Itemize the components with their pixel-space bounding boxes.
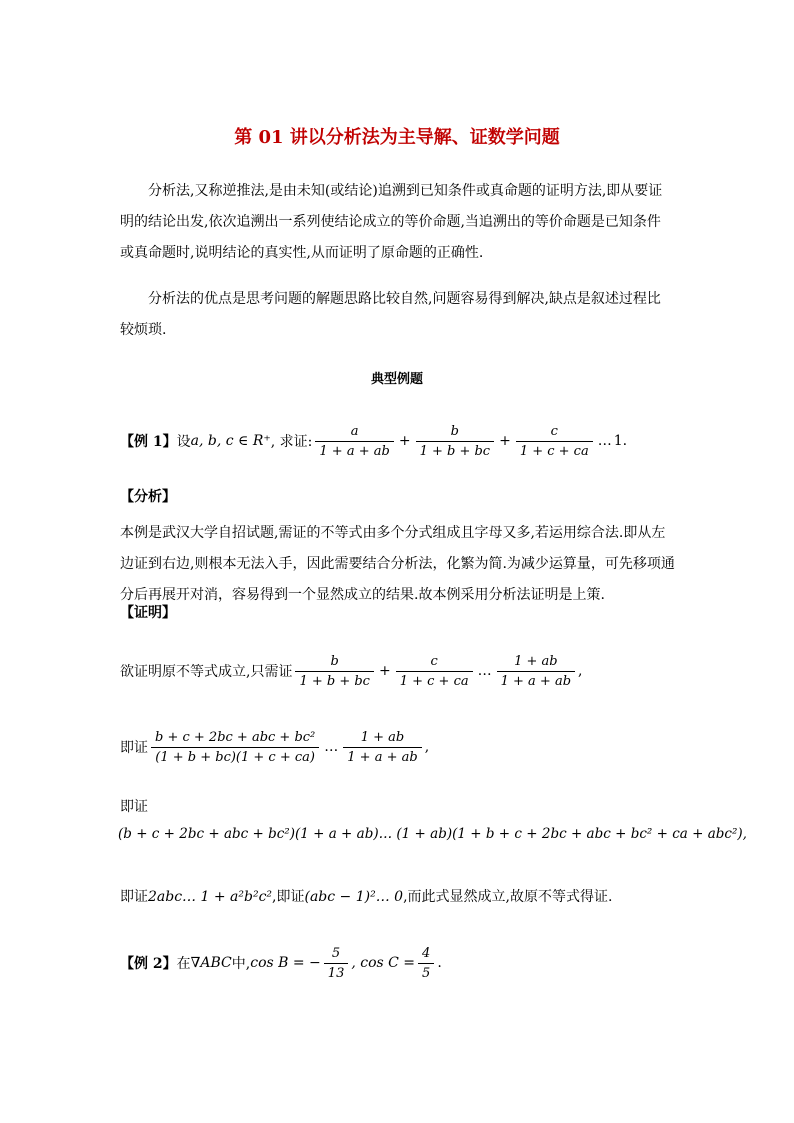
example-1: 【例 1】 设 a, b, c ∈ R⁺ , 求证: $\frac{a}{1 + a + ab}$ + $\frac{b}{1 + b + bc}$ + $\frac{c}{1 + c + ca}$ … 1. (120, 423, 628, 459)
fraction: $\frac{1 + ab}{1 + a + ab}$ (497, 654, 575, 689)
fraction: $\frac{b}{1 + b + bc}$ (416, 424, 495, 459)
fraction: $\frac{1 + ab}{1 + a + ab}$ (343, 730, 421, 765)
relation-symbol: … (597, 433, 612, 449)
fraction: $\frac{b}{1 + b + bc}$ (295, 654, 374, 689)
example-2-label: 【例 2】 (120, 956, 177, 972)
page-title: 第 01 讲以分析法为主导解、证数学问题 (234, 127, 560, 148)
analysis-line: 本例是武汉大学自招试题,需证的不等式由多个分式组成且字母又多,若运用综合法.即从左 (120, 525, 666, 541)
analysis-line: 分后再展开对消，容易得到一个显然成立的结果.故本例采用分析法证明是上策. (120, 587, 605, 603)
fraction: $\frac{5}{13}$ (324, 946, 349, 981)
example-1-vars: a, b, c ∈ R⁺ (190, 433, 271, 449)
proof-step-2: 即证 $\frac{\text{b + c + 2bc + abc + bc²}}{(1 + b + bc)(1 + c + ca)}$ … $\frac{1 + ab}{1 + a + ab}$ , (120, 729, 430, 765)
intro-p1-line: 或真命题时,说明结论的真实性,从而证明了原命题的正确性. (120, 245, 484, 261)
proof-step-text: 欲证明原不等式成立,只需证 (120, 664, 293, 680)
analysis-label: 【分析】 (120, 489, 176, 505)
intro-paragraph-1 (120, 176, 708, 269)
example-1-text: 设 (176, 434, 191, 450)
proof-step-1: 欲证明原不等式成立,只需证 $\frac{b}{1 + b + bc}$ + $\frac{c}{1 + c + ca}$ … $\frac{1 + ab}{1 + a + ab}$ , (120, 653, 583, 689)
example-1-rhs: 1. (613, 433, 628, 449)
intro-p2-line: 较烦琐. (120, 322, 167, 338)
example-2: 【例 2】 在 ∇ABC 中, cos B = − $\frac{5}{13}$ , cos C = $\frac{4}{5}$ . (120, 945, 442, 981)
fraction: $\frac{4}{5}$ (418, 946, 434, 981)
analysis-line: 边证到右边,则根本无法入手，因此需要结合分析法，化繁为简.为减少运算量，可先移项通 (120, 556, 675, 572)
proof-step-3-expr: (b + c + 2bc + abc + bc²)(1 + a + ab)… (1 + ab)(1 + b + c + 2bc + abc + bc² + ca + abc²), (118, 826, 747, 842)
intro-p1-line: 明的结论出发,依次追溯出一系列使结论成立的等价命题,当追溯出的等价命题是已知条件 (120, 214, 661, 230)
proof-step-text: 即证 (120, 740, 148, 756)
proof-label: 【证明】 (120, 605, 176, 621)
example-1-label: 【例 1】 (120, 434, 177, 450)
proof-step-3-label: 即证 (120, 799, 148, 815)
fraction: $\frac{a}{1 + a + ab}$ (315, 424, 393, 459)
fraction: $\frac{\text{b + c + 2bc + abc + bc²}}{(1 + b + bc)(1 + c + ca)}$ (151, 730, 319, 765)
proof-step-4: 即证2abc… 1 + a²b²c²,即证(abc − 1)²… 0,而此式显然成立,故原不等式得证. (120, 889, 613, 905)
example-1-text-mid: , 求证: (270, 434, 313, 450)
intro-p2-line: 分析法的优点是思考问题的解题思路比较自然,问题容易得到解决,缺点是叙述过程比 (148, 291, 661, 307)
analysis-paragraph (120, 518, 680, 611)
intro-p1-line: 分析法,又称逆推法,是由未知(或结论)追溯到已知条件或真命题的证明方法,即从要证 (148, 183, 663, 199)
fraction: $\frac{c}{1 + c + ca}$ (516, 424, 593, 459)
intro-paragraph-2 (120, 284, 708, 346)
fraction: $\frac{c}{1 + c + ca}$ (396, 654, 473, 689)
section-title: 典型例题 (370, 372, 423, 387)
